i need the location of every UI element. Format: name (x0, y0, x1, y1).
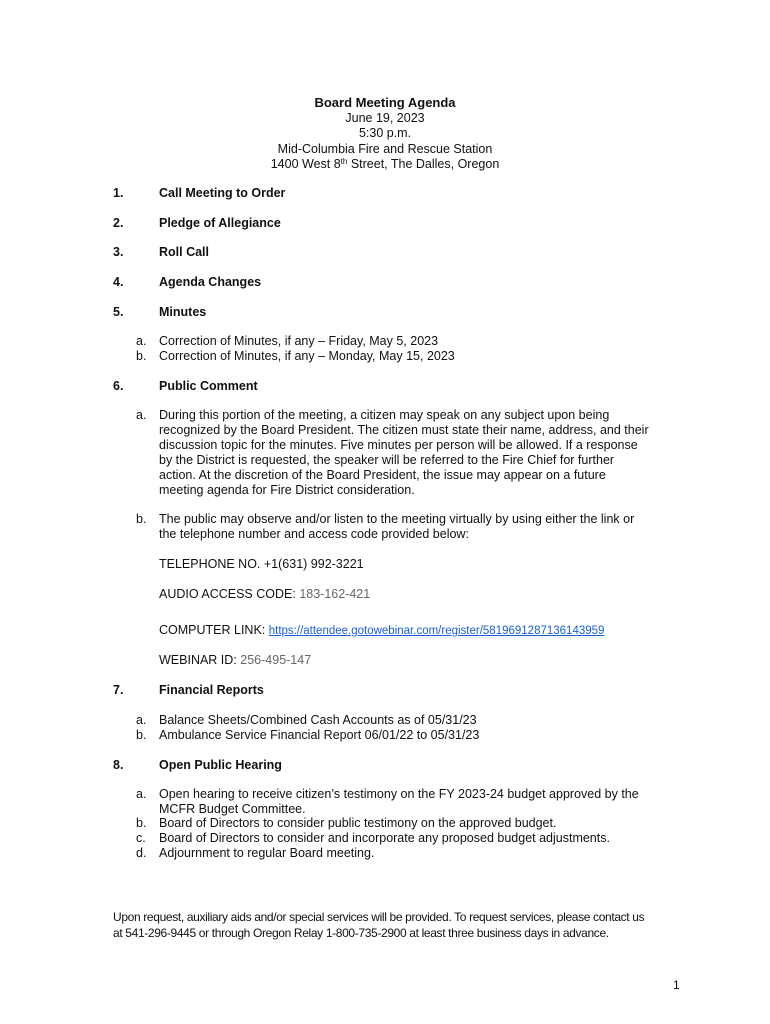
agenda-item-call-to-order (0, 185, 770, 201)
sub-letter: b. (136, 349, 147, 363)
item-number: 6. (113, 379, 124, 393)
page-title: Board Meeting Agenda (314, 95, 456, 110)
sub-text: Correction of Minutes, if any – Friday, May 5, 2023 (159, 334, 439, 348)
paragraph-line: the telephone number and access code provided below: (159, 527, 469, 541)
sub-text: Ambulance Service Financial Report 06/01/22 to 05/31/23 (159, 728, 480, 742)
item-number: 3. (113, 245, 124, 259)
item-number: 2. (113, 216, 124, 230)
sub-text: Correction of Minutes, if any – Monday, May 15, 2023 (159, 349, 455, 363)
paragraph-line: MCFR Budget Committee. (159, 802, 306, 816)
address-ordinal: th (340, 157, 348, 166)
accessibility-notice (113, 909, 673, 941)
sub-text: Board of Directors to consider public testimony on the approved budget. (159, 816, 557, 830)
sub-text: Balance Sheets/Combined Cash Accounts as of 05/31/23 (159, 713, 477, 727)
telephone-number: TELEPHONE NO. +1(631) 992-3221 (159, 557, 364, 571)
agenda-item-minutes (0, 304, 770, 320)
sub-letter: a. (136, 787, 147, 801)
agenda-item-pledge (0, 215, 770, 231)
sub-letter: c. (136, 831, 146, 845)
audio-access-code (159, 587, 370, 602)
paragraph-line: recognized by the Board President. The citizen must state their name, address, and their (159, 423, 649, 437)
meeting-date: June 19, 2023 (345, 110, 425, 125)
agenda-header (0, 95, 770, 173)
paragraph-line: Open hearing to receive citizen’s testimony on the FY 2023-24 budget approved by the (159, 787, 639, 801)
page-number: 1 (673, 978, 680, 992)
sub-letter: a. (136, 713, 147, 727)
agenda-item-roll-call (0, 244, 770, 260)
meeting-location: Mid-Columbia Fire and Rescue Station (277, 141, 493, 156)
agenda-item-agenda-changes (0, 274, 770, 290)
item-heading: Minutes (159, 305, 207, 319)
item-number: 5. (113, 305, 124, 319)
notice-line: Upon request, auxiliary aids and/or special services will be provided. To request services, please contact us (113, 910, 645, 924)
computer-link-row (159, 623, 604, 639)
item-heading: Financial Reports (159, 683, 264, 697)
agenda-item-open-public-hearing (0, 757, 770, 773)
item-number: 4. (113, 275, 124, 289)
item-heading: Call Meeting to Order (159, 186, 286, 200)
item-heading: Roll Call (159, 245, 210, 259)
sub-letter: b. (136, 728, 147, 742)
sub-letter: a. (136, 408, 147, 422)
sub-letter: b. (136, 816, 147, 830)
audio-code-value: 183-162-421 (299, 587, 371, 601)
sub-text: Board of Directors to consider and incorporate any proposed budget adjustments. (159, 831, 610, 845)
paragraph-line: The public may observe and/or listen to the meeting virtually by using either the link or (159, 512, 635, 526)
meeting-time: 5:30 p.m. (358, 126, 412, 140)
webinar-id (159, 653, 311, 668)
item-heading: Open Public Hearing (159, 758, 282, 772)
item-heading: Agenda Changes (159, 275, 262, 289)
address-part-1: 1400 West 8 (270, 157, 341, 171)
audio-label: AUDIO ACCESS CODE: (159, 587, 300, 601)
sub-letter: d. (136, 846, 147, 860)
agenda-item-financial-reports (0, 682, 770, 698)
paragraph-line: During this portion of the meeting, a citizen may speak on any subject upon being (159, 408, 610, 422)
agenda-item-public-comment (0, 378, 770, 394)
sub-text: Adjournment to regular Board meeting. (159, 846, 375, 860)
notice-line: at 541-296-9445 or through Oregon Relay 1-800-735-2900 at least three business days in advance. (113, 926, 609, 940)
computer-link-label: COMPUTER LINK: (159, 623, 269, 637)
paragraph-line: meeting agenda for Fire District consideration. (159, 483, 415, 497)
item-number: 7. (113, 683, 124, 697)
item-heading: Public Comment (159, 379, 258, 393)
webinar-registration-link[interactable]: https://attendee.gotowebinar.com/register/5819691287136143959 (268, 625, 605, 637)
item-number: 8. (113, 758, 124, 772)
sub-letter: a. (136, 334, 147, 348)
item-heading: Pledge of Allegiance (159, 216, 281, 230)
paragraph-line: action. At the discretion of the Board President, the issue may appear on a future (159, 468, 606, 482)
paragraph-line: discussion topic for the minutes. Five minutes per person will be allowed. If a response (159, 438, 638, 452)
webinar-id-label: WEBINAR ID: (159, 653, 241, 667)
paragraph-line: by the District is requested, the speaker will be referred to the Fire Chief for further (159, 453, 615, 467)
webinar-id-value: 256-495-147 (240, 653, 312, 667)
sub-letter: b. (136, 512, 147, 526)
meeting-address (0, 157, 770, 173)
item-number: 1. (113, 186, 124, 200)
address-part-2: Street, The Dalles, Oregon (347, 157, 500, 171)
